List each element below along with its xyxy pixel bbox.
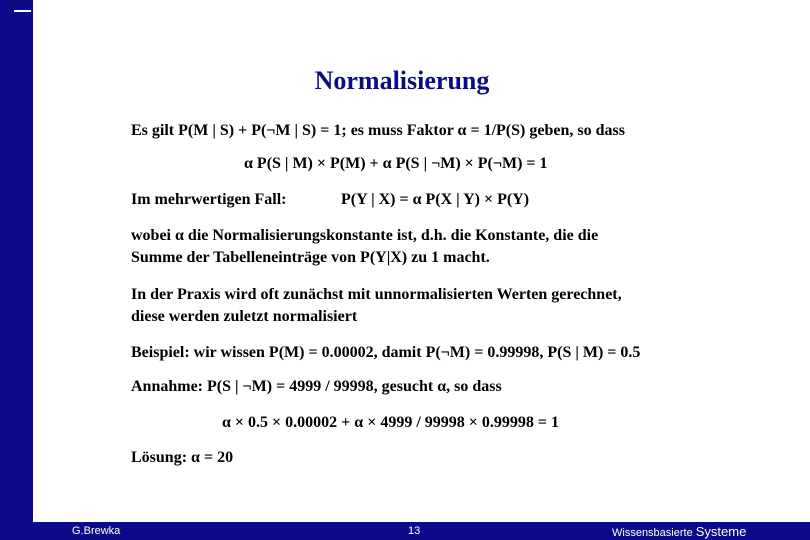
- corner-tick-mark: [14, 10, 31, 12]
- formula-line-normalization: α P(S | M) × P(M) + α P(S | ¬M) × P(¬M) = 1: [244, 155, 548, 172]
- slide-title: [0, 66, 810, 96]
- text-line-solution: Lösung: α = 20: [131, 449, 234, 466]
- text-line-multivalued-label: Im mehrwertigen Fall:: [131, 191, 287, 208]
- footer-bar: [0, 522, 810, 540]
- text-line-example: Beispiel: wir wissen P(M) = 0.00002, damit P(¬M) = 0.99998, P(S | M) = 0.5: [131, 344, 641, 361]
- text-line-assumption: Annahme: P(S | ¬M) = 4999 / 99998, gesucht α, so dass: [131, 378, 502, 395]
- footer-course-title: [612, 524, 746, 539]
- text-line-normalization-statement: Es gilt P(M | S) + P(¬M | S) = 1; es muss Faktor α = 1/P(S) geben, so dass: [131, 122, 625, 139]
- formula-line-multivalued: P(Y | X) = α P(X | Y) × P(Y): [341, 191, 530, 208]
- text-line-normalization-constant-2: Summe der Tabelleneinträge von P(Y|X) zu 1 macht.: [131, 249, 490, 266]
- formula-line-example: α × 0.5 × 0.00002 + α × 4999 / 99998 × 0.99998 = 1: [222, 414, 560, 431]
- text-line-normalization-constant-1: wobei α die Normalisierungskonstante ist, d.h. die Konstante, die die: [131, 227, 599, 244]
- slide-title-text: Normalisierung: [314, 66, 490, 95]
- footer-author: G.Brewka: [72, 525, 121, 537]
- footer-course-prefix: Wissensbasierte: [612, 527, 696, 539]
- text-line-practice-1: In der Praxis wird oft zunächst mit unnormalisierten Werten gerechnet,: [131, 286, 622, 303]
- text-line-practice-2: diese werden zuletzt normalisiert: [131, 308, 358, 325]
- footer-page-number: 13: [408, 525, 421, 537]
- footer-course-suffix: Systeme: [695, 524, 747, 539]
